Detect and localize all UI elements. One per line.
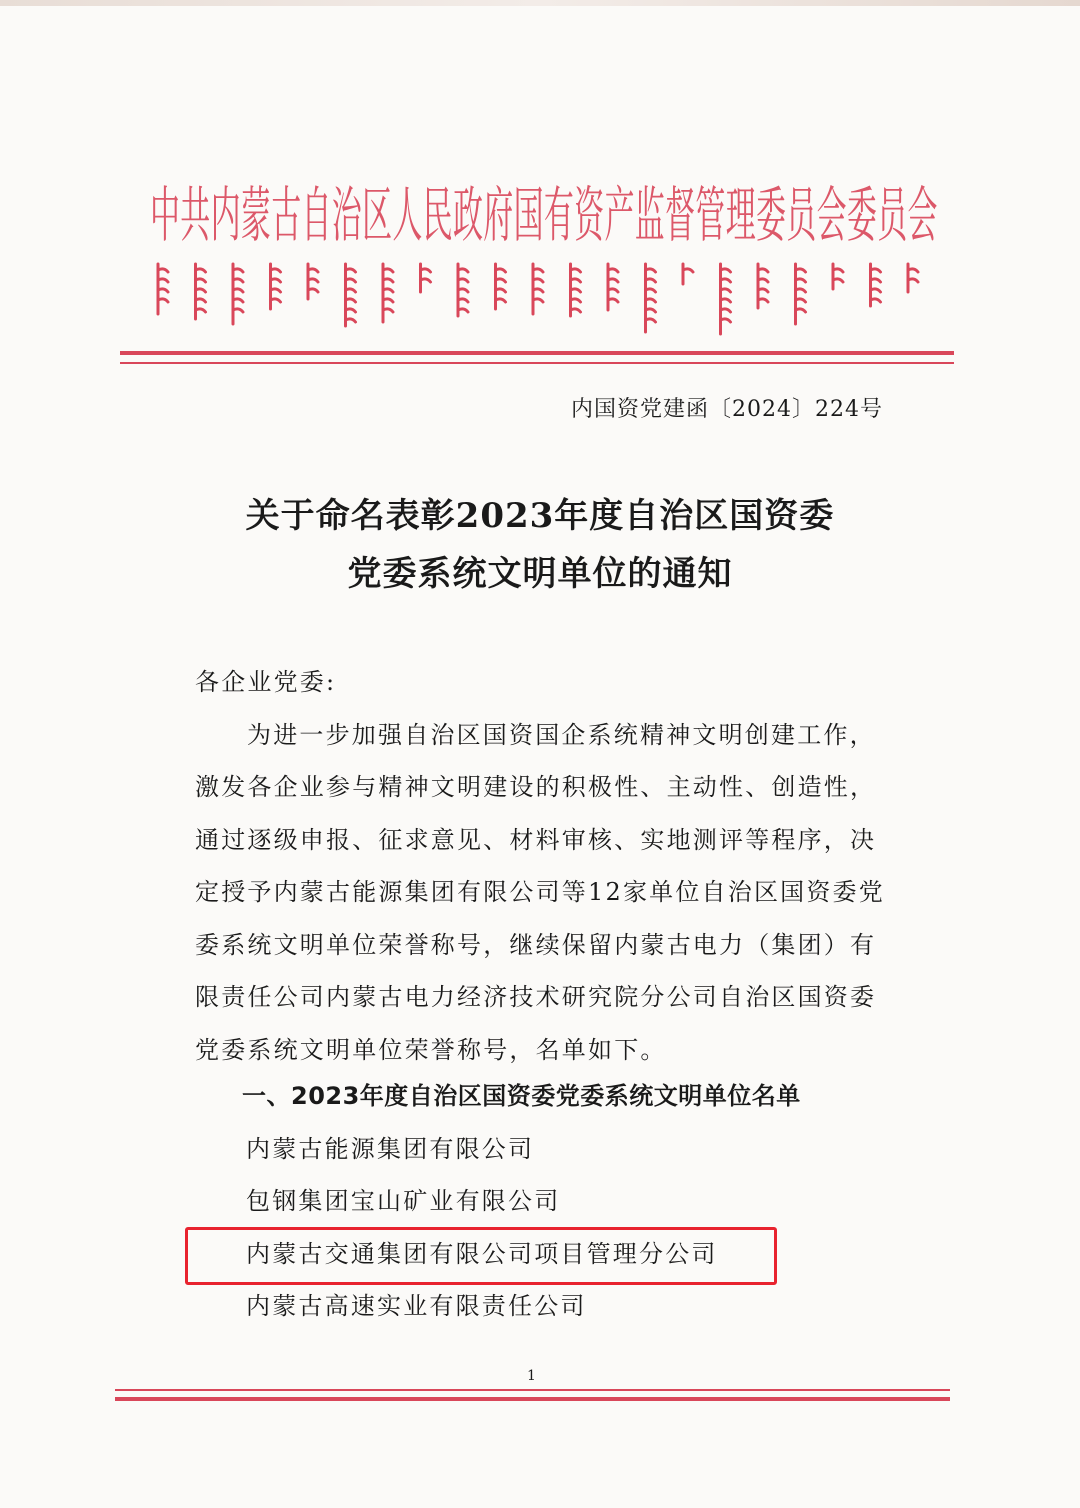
page-number: 1 [527, 1368, 536, 1384]
mongolian-glyph-column [421, 264, 431, 292]
header-rule-thick [120, 351, 954, 355]
mongolian-glyph-column [871, 264, 881, 306]
header-rule-thin [120, 362, 954, 364]
mongolian-glyph-column [496, 264, 506, 309]
list-item: 包钢集团宝山矿业有限公司 [246, 1187, 561, 1215]
document-body [195, 656, 885, 1076]
mongolian-glyph-column [533, 264, 543, 314]
document-title-line2: 党委系统文明单位的通知 [347, 554, 733, 594]
document-title-line1: 关于命名表彰2023年度自治区国资委 [245, 496, 835, 536]
issuing-org-header: 中共内蒙古自治区人民政府国有资产监督管理委员会委员会 [150, 182, 938, 252]
mongolian-glyph-column [308, 264, 318, 299]
unit-list [242, 1070, 801, 1333]
mongolian-glyph-column [833, 264, 843, 289]
body-paragraph: 为进一步加强自治区国资国企系统精神文明创建工作，激发各企业参与精神文明建设的积极性、主动性、创造性，通过逐级申报、征求意见、材料审核、实地测评等程序，决定授予内蒙古能源集团有限公司等12家单位自治区国资委党委系统文明单位荣誉称号，继续保留内蒙古电力（集团）有限责任公司内蒙古电力经济技术研究院分公司自治区国资委党委系统文明单位荣誉称号，名单如下。 [195, 720, 885, 1064]
mongolian-glyph-column [721, 264, 731, 334]
mongolian-glyph-column [608, 264, 618, 310]
mongolian-glyph-column [796, 264, 806, 324]
mongolian-glyph-column [571, 264, 581, 316]
salutation: 各企业党委: [195, 668, 337, 696]
mongolian-glyph-column [271, 264, 281, 309]
list-heading: 一、2023年度自治区国资委党委系统文明单位名单 [242, 1082, 801, 1110]
document-number: 内国资党建函〔2024〕224号 [571, 397, 883, 422]
list-item: 内蒙古能源集团有限公司 [246, 1134, 535, 1163]
footer-rule-thin [115, 1389, 950, 1391]
mongolian-glyph-column [383, 264, 393, 322]
mongolian-script-header [150, 260, 930, 340]
mongolian-glyph-column [683, 264, 693, 284]
mongolian-glyph-column [158, 264, 168, 314]
footer-rule-thick [115, 1397, 950, 1401]
mongolian-glyph-column [646, 264, 656, 332]
mongolian-glyph-column [908, 264, 918, 292]
mongolian-glyph-column [758, 264, 768, 308]
mongolian-glyph-column [196, 264, 206, 319]
highlight-box [185, 1227, 777, 1285]
list-item-highlighted: 内蒙古交通集团有限公司项目管理分公司 [246, 1239, 718, 1268]
mongolian-glyph-column [233, 264, 243, 324]
scan-edge [0, 0, 1080, 6]
list-item: 内蒙古高速实业有限责任公司 [246, 1292, 587, 1320]
mongolian-glyph-column [346, 264, 356, 326]
mongolian-glyph-column [458, 264, 468, 316]
